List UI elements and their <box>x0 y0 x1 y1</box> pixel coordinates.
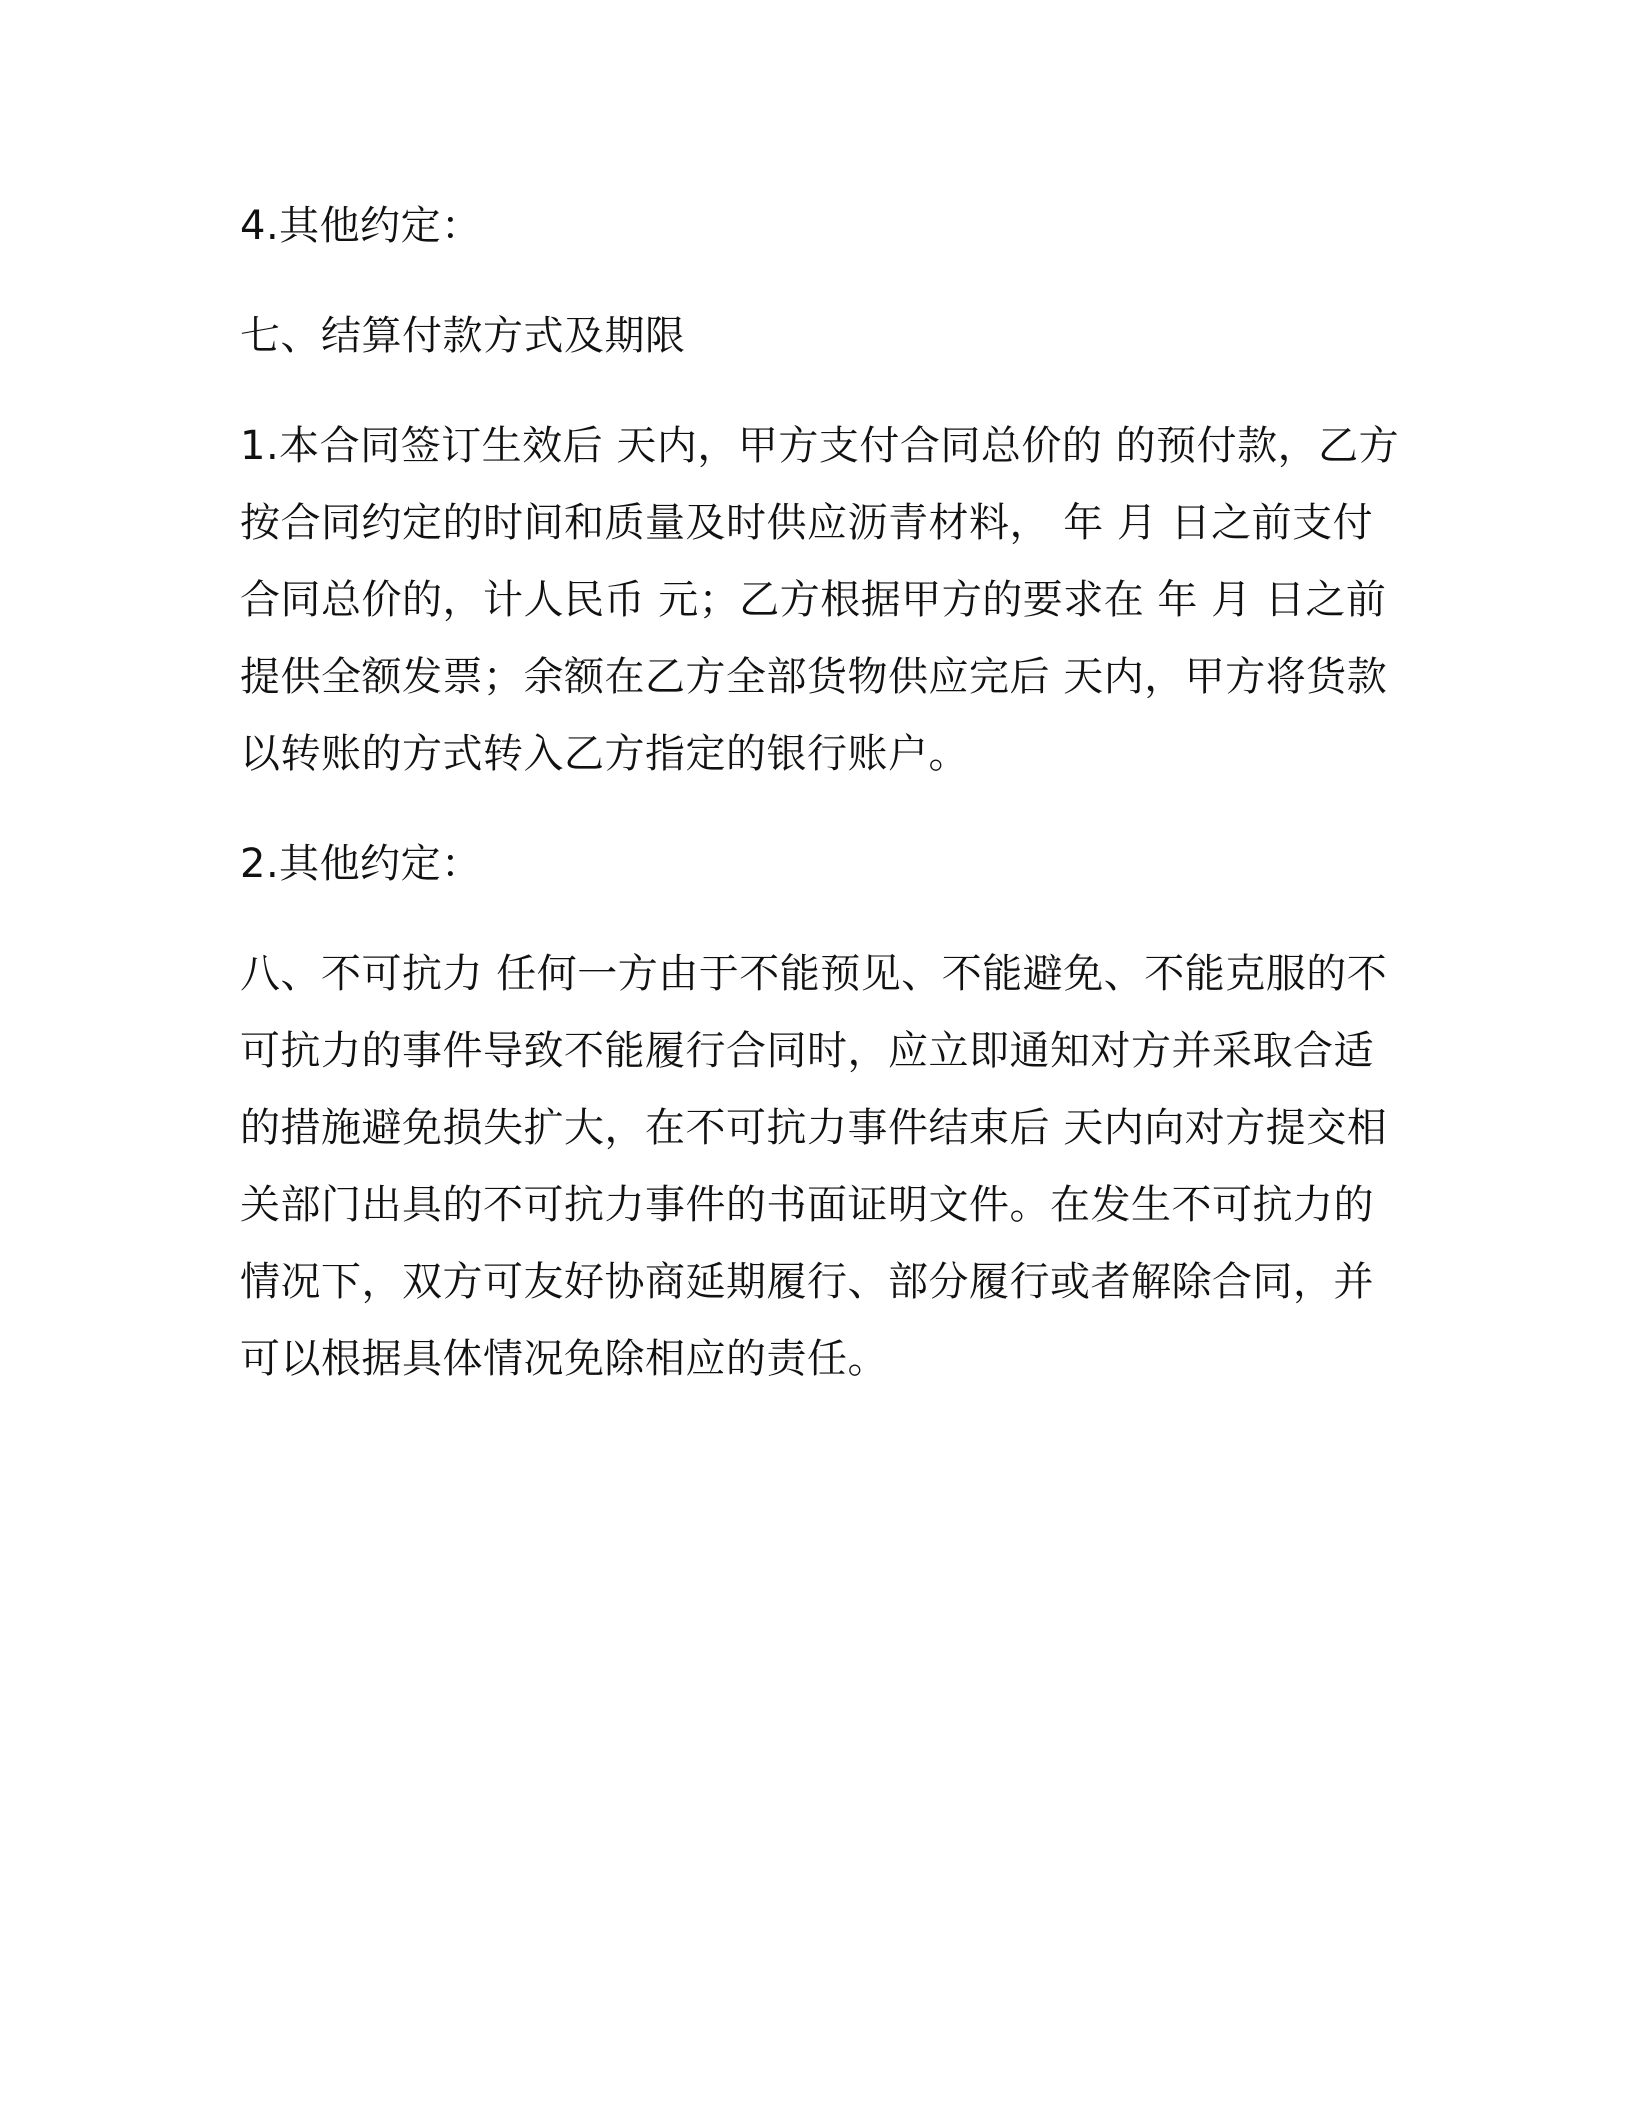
payment-clause-1: 1.本合同签订生效后 天内，甲方支付合同总价的 的预付款，乙方按合同约定的时间和质量及时供应沥青材料， 年 月 日之前支付合同总价的，计人民币 元；乙方根据甲方的要求在 年 月 日之前提供全额发票；余额在乙方全部货物供应完后 天内，甲方将货款以转账的方式转入乙方指定的银行账户。 <box>240 423 1400 777</box>
section-7-heading: 七、结算付款方式及期限 <box>240 313 686 359</box>
other-terms-2: 2.其他约定： <box>240 841 482 887</box>
document-body <box>240 188 1400 1398</box>
other-terms-4: 4.其他约定： <box>240 203 482 249</box>
section-8-force-majeure: 八、不可抗力 任何一方由于不能预见、不能避免、不能克服的不可抗力的事件导致不能履行合同时，应立即通知对方并采取合适的措施避免损失扩大，在不可抗力事件结束后 天内向对方提交相关部门出具的不可抗力事件的书面证明文件。在发生不可抗力的情况下，双方可友好协商延期履行、部分履行或者解除合同，并可以根据具体情况免除相应的责任。 <box>240 951 1388 1382</box>
